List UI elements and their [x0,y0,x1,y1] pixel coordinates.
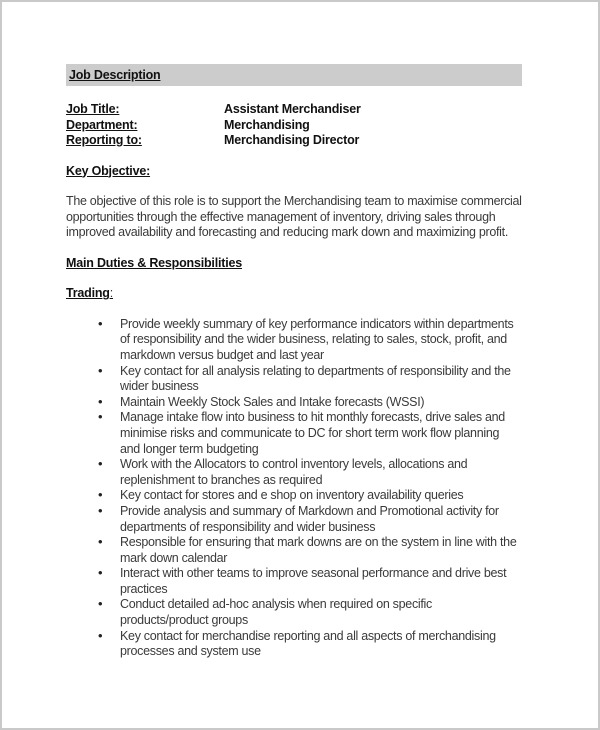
trading-heading-colon: : [109,286,114,301]
bullet-icon: • [98,315,103,331]
bullet-item [98,627,522,660]
bullet-item [98,596,522,628]
bullet-icon: • [98,502,103,518]
bullet-item [98,534,522,566]
bullet-icon: • [98,565,103,581]
bullet-icon: • [98,362,103,378]
bullet-item [98,315,522,364]
job-fields [66,102,522,149]
bullet-item [98,362,522,395]
bullet-text: Manage intake flow into business to hit monthly forecasts, drive sales and minimise risks and communicate to DC for short term work flow planning and longer term budgeting [120,410,505,456]
field-job-title [66,102,522,118]
field-value-reporting-to: Merchandising Director [224,133,360,147]
bullet-text: Work with the Allocators to control inventory levels, allocations and replenishment to branches as required [120,457,468,487]
main-duties-heading: Main Duties & Responsibilities [66,255,242,270]
field-value-job-title: Assistant Merchandiser [224,102,361,116]
bullet-text: Maintain Weekly Stock Sales and Intake forecasts (WSSI) [120,394,425,409]
bullet-text: Key contact for stores and e shop on inventory availability queries [120,488,464,503]
document-title: Job Description [69,68,161,82]
field-reporting-to [66,133,522,149]
field-value-department: Merchandising [224,117,310,132]
bullet-item [98,565,522,597]
field-label-department: Department: [66,117,138,132]
field-label-reporting-to: Reporting to: [66,133,142,147]
field-department [66,118,522,134]
key-objective-paragraph: The objective of this role is to support the Merchandising team to maximise commercial opportunities through the effective management of inventory, driving sales through improved availability and forecasting and reducing mark down and maximizing profit. [66,194,522,240]
bullet-item [98,393,522,411]
bullet-text: Provide weekly summary of key performance indicators within departments of responsibility and the wider business, relating to sales, stock, profit, and markdown versus budget and last year [120,316,514,362]
bullet-item [98,502,522,535]
field-label-job-title: Job Title: [66,102,120,116]
bullet-text: Responsible for ensuring that mark downs are on the system in line with the mark down calendar [120,535,517,565]
trading-heading-text: Trading [66,286,110,301]
bullet-item [98,409,522,457]
bullet-item [98,487,522,504]
bullet-text: Key contact for all analysis relating to departments of responsibility and the wider business [120,363,511,394]
bullet-icon: • [98,487,103,503]
document-content [66,64,522,660]
bullet-icon: • [98,596,103,612]
bullet-icon: • [98,409,103,425]
bullet-icon: • [98,627,103,643]
bullet-item [98,456,522,488]
bullet-icon: • [98,393,103,409]
bullet-text: Interact with other teams to improve seasonal performance and drive best practices [120,566,507,596]
trading-bullet-list [66,317,522,660]
key-objective-heading: Key Objective: [66,163,151,178]
bullet-text: Provide analysis and summary of Markdown and Promotional activity for departments of responsibility and wider business [120,503,499,534]
bullet-text: Conduct detailed ad-hoc analysis when required on specific products/product groups [120,597,432,628]
bullet-icon: • [98,534,103,550]
header-bar [66,64,522,86]
bullet-icon: • [98,456,103,472]
bullet-text: Key contact for merchandise reporting and all aspects of merchandising processes and system use [120,628,496,659]
trading-heading [66,286,522,302]
